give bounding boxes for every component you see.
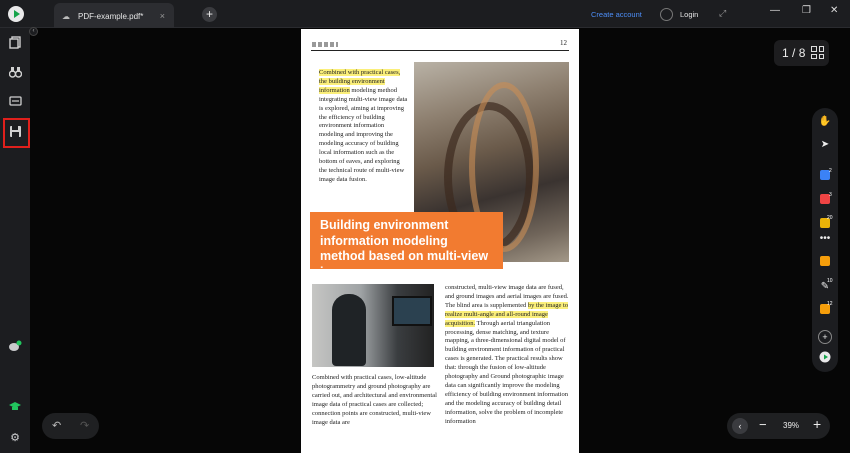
page-number-label: 12 [560, 39, 567, 47]
badge-count: 10 [827, 278, 833, 284]
zoom-level[interactable]: 39% [783, 421, 800, 430]
user-icon[interactable] [660, 8, 673, 21]
badge-count: 20 [827, 215, 833, 221]
minimize-button[interactable]: — [770, 5, 780, 16]
graduation-cap-icon[interactable] [8, 401, 22, 415]
login-button[interactable]: Login [680, 10, 699, 19]
tab-title: PDF-example.pdf* [78, 12, 144, 21]
close-window-button[interactable]: ✕ [830, 5, 839, 16]
keyboard-icon[interactable] [8, 96, 22, 110]
zoom-controls [727, 413, 830, 439]
header-mark [312, 42, 338, 47]
undo-icon[interactable]: ↶ [52, 420, 62, 432]
intro-paragraph[interactable] [319, 69, 409, 185]
engineer-photo[interactable] [312, 284, 434, 367]
right-text-a: constructed, multi-view image data are fused, and ground images and aerial images are fused. The blind area is supplemented [445, 284, 569, 309]
zoom-out-button[interactable]: − [759, 417, 767, 432]
intro-text: modeling method integrating multi-view image data is explored, aiming at improving the efficiency of building environment information modeling and improving the modeling accuracy of building local information such as the bottom of eaves, and exploring the technical route of multi-view image data fusion. [319, 86, 408, 183]
title-bar [0, 0, 850, 28]
hand-tool-icon[interactable]: ✋ [818, 116, 832, 127]
add-tool-icon[interactable]: + [818, 330, 832, 344]
add-tab-button[interactable]: + [202, 7, 217, 22]
settings-gear-icon[interactable]: ⚙ [10, 432, 20, 444]
badge-count: 2 [829, 168, 832, 174]
page-header [311, 37, 569, 51]
highlighted-text[interactable]: Combined with practical cases, the building environment information [319, 69, 401, 94]
document-tab[interactable] [54, 3, 174, 28]
badge-count: 3 [829, 192, 832, 198]
note-tool-icon[interactable] [818, 256, 832, 270]
left-sidebar [0, 28, 30, 453]
pages-icon[interactable] [8, 36, 22, 50]
selection-highlight [3, 118, 30, 148]
pdf-page [301, 29, 579, 453]
right-text-b: Through aerial triangulation processing, dense matching, and texture mapping, a three-dimensional digital model of building environment information of practical cases is generated. The practical results show that: through the fusion of low-altitude photography and Ground photographic image data can significantly improve the modeling efficiency of building environment information and the modeling accuracy of building detail information, solve the problem of incomplete information [445, 319, 568, 425]
right-column-paragraph [445, 284, 571, 427]
select-arrow-icon[interactable]: ➤ [820, 139, 830, 150]
ai-logo-icon[interactable] [818, 351, 832, 365]
create-account-link[interactable]: Create account [591, 10, 642, 19]
more-dots-icon[interactable]: ••• [819, 233, 831, 244]
caption-paragraph: Combined with practical cases, low-altitude photogrammetry and ground photography are carried out, and architectural and environmental image data of practical cases are collected; connection points are constructed, multi-view image data are [312, 374, 437, 426]
photo-detail [392, 296, 432, 326]
expand-icon[interactable]: ⤢ [719, 8, 727, 18]
highlighted-text[interactable]: by the image to realize multi-angle and all-round image acquisition. [445, 301, 569, 327]
redo-icon[interactable]: ↷ [80, 420, 90, 432]
cloud-icon: ☁ [62, 12, 70, 21]
eraser-tool-icon[interactable]: ✎ [820, 281, 830, 292]
restore-button[interactable]: ❐ [802, 5, 811, 16]
zoom-in-button[interactable]: + [813, 416, 822, 432]
app-logo-icon[interactable] [8, 6, 24, 22]
binoculars-icon[interactable] [8, 66, 22, 80]
grid-view-icon[interactable] [811, 46, 824, 59]
close-tab-icon[interactable]: × [159, 11, 165, 21]
ai-assistant-icon[interactable] [8, 340, 22, 354]
history-controls [42, 413, 99, 439]
section-heading-banner: Building environment information modeling method based on multi-view image [310, 212, 503, 269]
right-toolbar [812, 108, 838, 372]
previous-page-button[interactable]: ‹ [732, 418, 748, 434]
page-counter[interactable] [774, 40, 829, 66]
photo-detail [332, 294, 366, 366]
collapse-sidebar-icon[interactable]: ‹ [29, 27, 38, 36]
page-indicator: 1 / 8 [782, 46, 806, 60]
badge-count: 12 [827, 301, 833, 307]
